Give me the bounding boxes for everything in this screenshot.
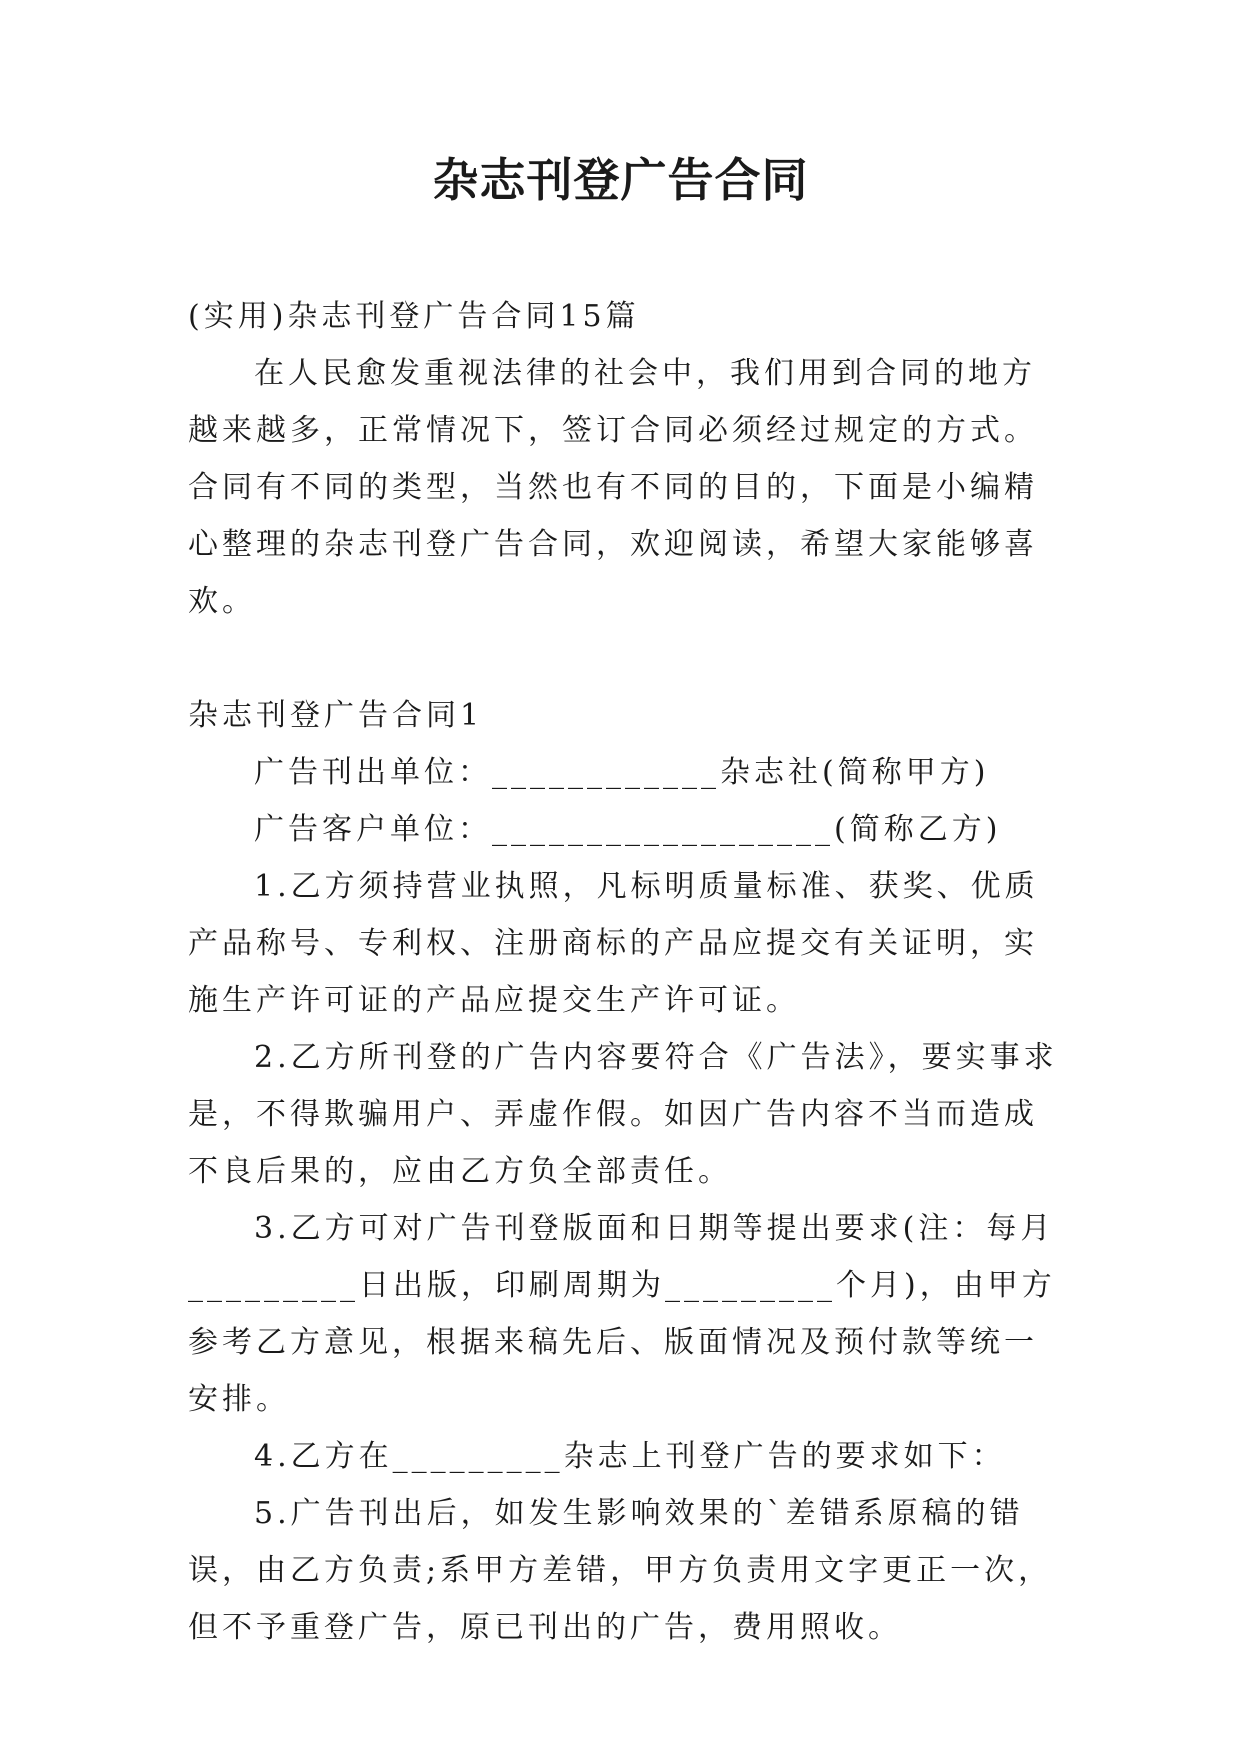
document-body [188, 288, 1058, 1656]
clause-5: 5.广告刊出后，如发生影响效果的`差错系原稿的错误，由乙方负责;系甲方差错，甲方负责用文字更正一次，但不予重登广告，原已刊出的广告，费用照收。 [188, 1496, 1053, 1645]
publisher-line: 广告刊出单位：____________杂志社(简称甲方) [254, 755, 990, 790]
document-subtitle: (实用)杂志刊登广告合同15篇 [188, 299, 640, 334]
clause-1: 1.乙方须持营业执照，凡标明质量标准、获奖、优质产品称号、专利权、注册商标的产品应提交有关证明，实施生产许可证的产品应提交生产许可证。 [188, 869, 1039, 1018]
intro-paragraph: 在人民愈发重视法律的社会中，我们用到合同的地方越来越多，正常情况下，签订合同必须经过规定的方式。合同有不同的类型，当然也有不同的目的，下面是小编精心整理的杂志刊登广告合同，欢迎阅读，希望大家能够喜欢。 [188, 356, 1038, 619]
clause-2: 2.乙方所刊登的广告内容要符合《广告法》，要实事求是，不得欺骗用户、弄虚作假。如因广告内容不当而造成不良后果的，应由乙方负全部责任。 [188, 1040, 1058, 1189]
document-title: 杂志刊登广告合同 [432, 153, 809, 207]
section-heading: 杂志刊登广告合同1 [188, 698, 484, 733]
clause-3: 3.乙方可对广告刊登版面和日期等提出要求(注：每月_________日出版，印刷周期为_________个月)，由甲方参考乙方意见，根据来稿先后、版面情况及预付款等统一安排。 [188, 1211, 1056, 1417]
client-line: 广告客户单位：__________________(简称乙方) [254, 812, 1002, 847]
clause-4: 4.乙方在_________杂志上刊登广告的要求如下： [254, 1439, 1006, 1474]
